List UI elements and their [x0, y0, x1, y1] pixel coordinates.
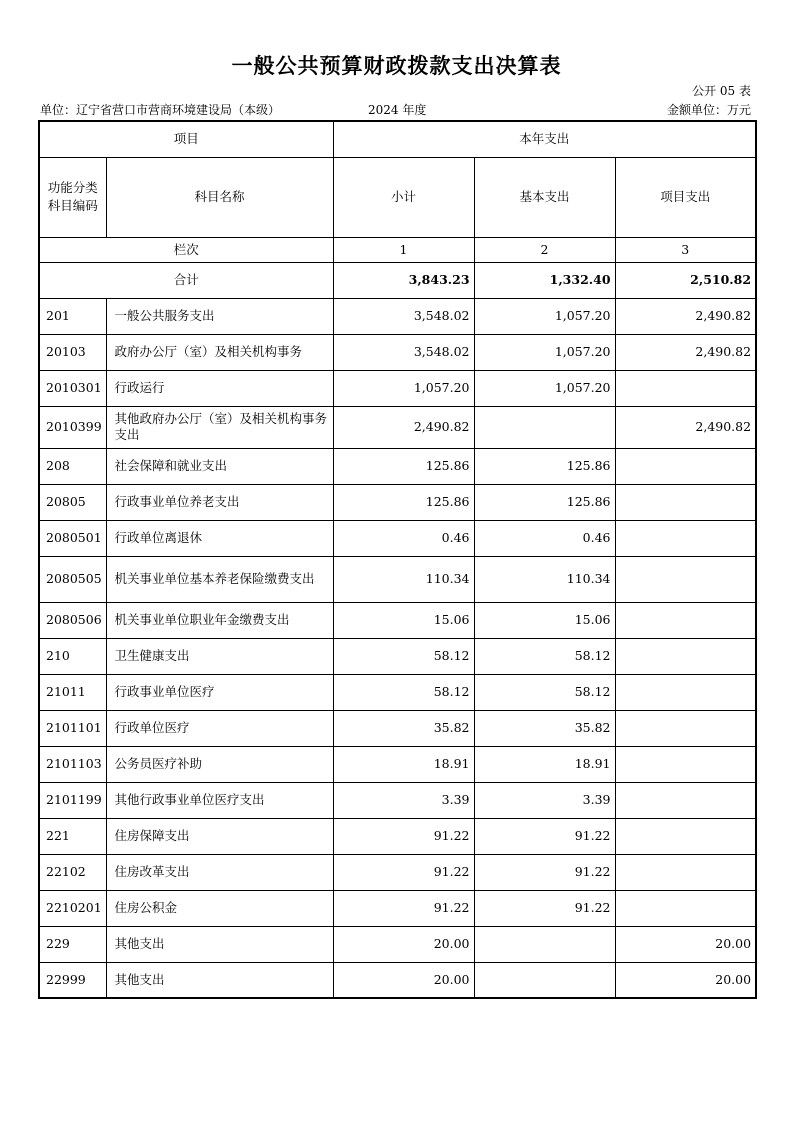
- row-basic: 18.91: [474, 746, 615, 782]
- table-row: [39, 334, 756, 370]
- row-subtotal: 91.22: [333, 818, 474, 854]
- row-basic: 91.22: [474, 818, 615, 854]
- header-row-1: [39, 121, 756, 157]
- row-subtotal: 125.86: [333, 448, 474, 484]
- row-code: 21011: [39, 674, 106, 710]
- row-project: [615, 370, 756, 406]
- table-row: [39, 674, 756, 710]
- column-number-1: 1: [333, 237, 474, 262]
- row-basic: 0.46: [474, 520, 615, 556]
- table-row: [39, 638, 756, 674]
- total-basic: 1,332.40: [474, 262, 615, 298]
- row-basic: 58.12: [474, 638, 615, 674]
- row-basic: 1,057.20: [474, 298, 615, 334]
- table-row: [39, 818, 756, 854]
- row-code: 22999: [39, 962, 106, 998]
- row-project: [615, 448, 756, 484]
- row-project: [615, 890, 756, 926]
- header-basic: 基本支出: [474, 157, 615, 237]
- row-basic: 1,057.20: [474, 370, 615, 406]
- row-basic: 110.34: [474, 556, 615, 602]
- row-code: 201: [39, 298, 106, 334]
- table-row: [39, 890, 756, 926]
- total-label: 合计: [39, 262, 333, 298]
- row-subject-name: 行政单位医疗: [106, 710, 333, 746]
- row-code: 2080501: [39, 520, 106, 556]
- row-subject-name: 其他支出: [106, 962, 333, 998]
- row-code: 221: [39, 818, 106, 854]
- row-code: 22102: [39, 854, 106, 890]
- row-subtotal: 91.22: [333, 890, 474, 926]
- row-code: 2101101: [39, 710, 106, 746]
- row-basic: 91.22: [474, 890, 615, 926]
- row-subject-name: 其他政府办公厅（室）及相关机构事务支出: [106, 406, 333, 448]
- header-item: 项目: [39, 121, 333, 157]
- table-row: [39, 406, 756, 448]
- table-row: [39, 710, 756, 746]
- row-subtotal: 2,490.82: [333, 406, 474, 448]
- header-project: 项目支出: [615, 157, 756, 237]
- row-basic: 3.39: [474, 782, 615, 818]
- fiscal-year: 2024 年度: [368, 103, 427, 117]
- row-subtotal: 35.82: [333, 710, 474, 746]
- row-code: 20103: [39, 334, 106, 370]
- total-row: [39, 262, 756, 298]
- row-project: [615, 484, 756, 520]
- column-order-label: 栏次: [39, 237, 333, 262]
- row-subject-name: 社会保障和就业支出: [106, 448, 333, 484]
- header-func-code: 功能分类科目编码: [39, 157, 106, 237]
- row-subject-name: 行政事业单位医疗: [106, 674, 333, 710]
- row-project: 20.00: [615, 926, 756, 962]
- row-basic: 125.86: [474, 448, 615, 484]
- row-subject-name: 行政事业单位养老支出: [106, 484, 333, 520]
- money-unit: 金额单位：万元: [666, 103, 751, 117]
- row-basic: [474, 406, 615, 448]
- page-title: 一般公共预算财政拨款支出决算表: [231, 54, 562, 78]
- row-project: [615, 556, 756, 602]
- row-subtotal: 3,548.02: [333, 298, 474, 334]
- row-basic: 91.22: [474, 854, 615, 890]
- header-subject-name: 科目名称: [106, 157, 333, 237]
- row-subtotal: 18.91: [333, 746, 474, 782]
- row-code: 2101103: [39, 746, 106, 782]
- table-row: [39, 782, 756, 818]
- row-code: 20805: [39, 484, 106, 520]
- reporting-unit: 单位：辽宁省营口市营商环境建设局（本级）: [40, 103, 281, 117]
- table-row: [39, 448, 756, 484]
- row-subject-name: 机关事业单位基本养老保险缴费支出: [106, 556, 333, 602]
- table-row: [39, 602, 756, 638]
- row-subject-name: 其他行政事业单位医疗支出: [106, 782, 333, 818]
- row-code: 229: [39, 926, 106, 962]
- form-number: 公开 05 表: [692, 84, 751, 98]
- table-row: [39, 298, 756, 334]
- row-subtotal: 20.00: [333, 926, 474, 962]
- total-project: 2,510.82: [615, 262, 756, 298]
- row-project: 20.00: [615, 962, 756, 998]
- row-code: 2080506: [39, 602, 106, 638]
- row-project: [615, 746, 756, 782]
- row-basic: 1,057.20: [474, 334, 615, 370]
- column-order-row: [39, 237, 756, 262]
- row-subject-name: 卫生健康支出: [106, 638, 333, 674]
- row-subtotal: 1,057.20: [333, 370, 474, 406]
- row-subtotal: 0.46: [333, 520, 474, 556]
- row-project: [615, 818, 756, 854]
- table-row: [39, 854, 756, 890]
- table-row: [39, 370, 756, 406]
- table-row: [39, 962, 756, 998]
- row-subtotal: 3.39: [333, 782, 474, 818]
- table-row: [39, 926, 756, 962]
- row-subtotal: 15.06: [333, 602, 474, 638]
- row-code: 2010399: [39, 406, 106, 448]
- row-project: [615, 602, 756, 638]
- row-project: 2,490.82: [615, 334, 756, 370]
- table-row: [39, 746, 756, 782]
- table-row: [39, 484, 756, 520]
- column-number-2: 2: [474, 237, 615, 262]
- row-code: 2010301: [39, 370, 106, 406]
- row-code: 210: [39, 638, 106, 674]
- row-subject-name: 机关事业单位职业年金缴费支出: [106, 602, 333, 638]
- row-subject-name: 公务员医疗补助: [106, 746, 333, 782]
- row-subject-name: 住房保障支出: [106, 818, 333, 854]
- row-project: [615, 854, 756, 890]
- row-basic: [474, 926, 615, 962]
- row-subtotal: 20.00: [333, 962, 474, 998]
- row-project: [615, 638, 756, 674]
- row-basic: [474, 962, 615, 998]
- row-code: 208: [39, 448, 106, 484]
- row-code: 2210201: [39, 890, 106, 926]
- row-code: 2080505: [39, 556, 106, 602]
- header-row-2: [39, 157, 756, 237]
- row-project: [615, 782, 756, 818]
- row-subject-name: 行政单位离退休: [106, 520, 333, 556]
- expenditure-table: [38, 120, 757, 999]
- row-project: [615, 674, 756, 710]
- row-subtotal: 58.12: [333, 674, 474, 710]
- row-project: 2,490.82: [615, 406, 756, 448]
- row-subject-name: 一般公共服务支出: [106, 298, 333, 334]
- row-basic: 15.06: [474, 602, 615, 638]
- header-current-year: 本年支出: [333, 121, 756, 157]
- row-subtotal: 110.34: [333, 556, 474, 602]
- row-subject-name: 住房公积金: [106, 890, 333, 926]
- row-subtotal: 91.22: [333, 854, 474, 890]
- header-subtotal: 小计: [333, 157, 474, 237]
- row-subtotal: 3,548.02: [333, 334, 474, 370]
- row-project: 2,490.82: [615, 298, 756, 334]
- total-subtotal: 3,843.23: [333, 262, 474, 298]
- row-project: [615, 710, 756, 746]
- row-subtotal: 58.12: [333, 638, 474, 674]
- row-basic: 35.82: [474, 710, 615, 746]
- row-subject-name: 其他支出: [106, 926, 333, 962]
- row-basic: 125.86: [474, 484, 615, 520]
- row-basic: 58.12: [474, 674, 615, 710]
- row-code: 2101199: [39, 782, 106, 818]
- row-project: [615, 520, 756, 556]
- table-row: [39, 556, 756, 602]
- row-subject-name: 政府办公厅（室）及相关机构事务: [106, 334, 333, 370]
- table-row: [39, 520, 756, 556]
- row-subject-name: 住房改革支出: [106, 854, 333, 890]
- column-number-3: 3: [615, 237, 756, 262]
- row-subject-name: 行政运行: [106, 370, 333, 406]
- row-subtotal: 125.86: [333, 484, 474, 520]
